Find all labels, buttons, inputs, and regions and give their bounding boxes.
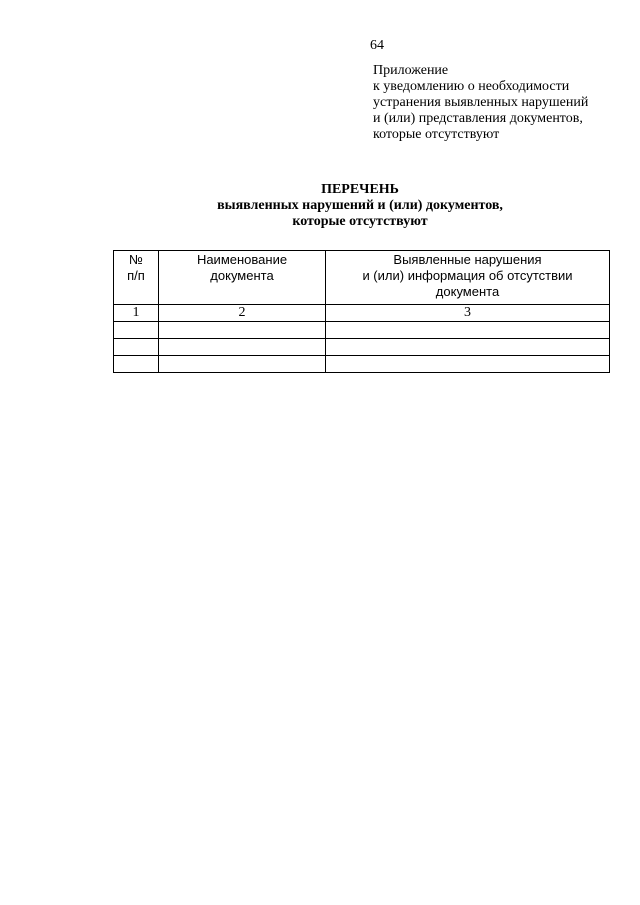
header-text: №	[129, 252, 143, 267]
table-cell	[326, 339, 610, 356]
table-cell	[159, 356, 326, 373]
header-cell-document-name	[159, 251, 326, 305]
table-cell	[114, 322, 159, 339]
title-line: ПЕРЕЧЕНЬ	[321, 182, 399, 197]
appendix-line: устранения выявленных нарушений	[373, 95, 589, 110]
table-cell	[326, 322, 610, 339]
table-row	[114, 322, 610, 339]
table-header-row	[114, 251, 610, 305]
header-cell-violations	[326, 251, 610, 305]
table-cell	[159, 339, 326, 356]
appendix-note	[373, 63, 623, 143]
violations-table	[113, 250, 610, 373]
table-cell	[159, 322, 326, 339]
appendix-line: которые отсутствуют	[373, 127, 500, 142]
title-line: выявленных нарушений и (или) документов,	[217, 198, 503, 213]
title-line: которые отсутствуют	[292, 214, 428, 229]
header-cell-number	[114, 251, 159, 305]
table-row	[114, 339, 610, 356]
appendix-line: и (или) представления документов,	[373, 111, 583, 126]
header-text: документа	[210, 268, 274, 283]
table-row	[114, 356, 610, 373]
header-text: п/п	[127, 268, 145, 283]
page-number: 64	[370, 38, 384, 53]
column-number-cell: 2	[159, 305, 326, 322]
header-text: документа	[435, 284, 500, 299]
header-text: Выявленные нарушения	[393, 252, 542, 267]
header-text: и (или) информация об отсутствии	[362, 268, 573, 283]
appendix-line: к уведомлению о необходимости	[373, 79, 570, 94]
table-cell	[114, 356, 159, 373]
column-number-row	[114, 305, 610, 322]
appendix-line: Приложение	[373, 63, 449, 78]
table-cell	[326, 356, 610, 373]
header-text: Наименование	[196, 252, 288, 267]
table-cell	[114, 339, 159, 356]
column-number-cell: 1	[114, 305, 159, 322]
column-number-cell: 3	[326, 305, 610, 322]
document-title	[110, 182, 610, 230]
